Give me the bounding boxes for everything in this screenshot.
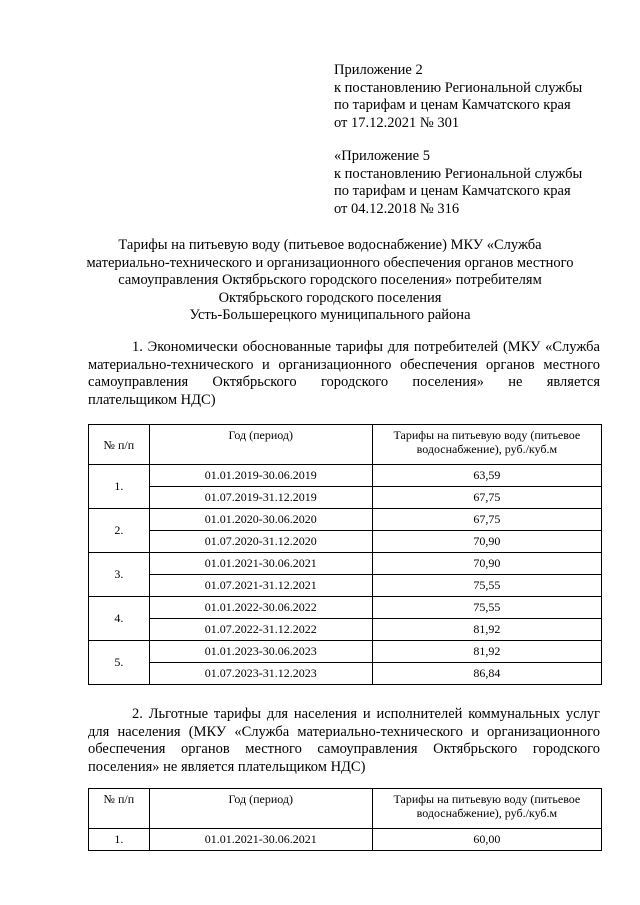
title-line: Тарифы на питьевую воду (питьевое водоснабжение) МКУ «Служба	[118, 237, 542, 253]
paragraph-line: 2. Льготные тарифы для населения и исполнителей коммунальных услуг	[132, 706, 600, 722]
row-tariff: 67,75	[372, 509, 601, 531]
table-row	[89, 553, 602, 575]
appendix-5-block	[334, 148, 624, 218]
row-period: 01.07.2019-31.12.2019	[149, 487, 372, 509]
header-tariff: Тарифы на питьевую воду (питьевое водоснабжение), руб./куб.м	[372, 425, 601, 465]
table-row	[89, 487, 602, 509]
row-tariff: 70,90	[372, 531, 601, 553]
table-header-row	[89, 425, 602, 465]
header-num: № п/п	[89, 789, 150, 829]
table-row	[89, 465, 602, 487]
paragraph-line: самоуправления Октябрьского городского поселения» не является	[88, 374, 600, 390]
paragraph-line: материально-технического и организационного обеспечения органов местного	[88, 356, 600, 373]
appendix-2-block	[334, 62, 624, 132]
appendix-line: от 04.12.2018 № 316	[334, 200, 460, 217]
appendix-line: от 17.12.2021 № 301	[334, 114, 460, 131]
appendix-line: по тарифам и ценам Камчатского края	[334, 97, 571, 113]
header-period: Год (период)	[149, 789, 372, 829]
row-tariff: 63,59	[372, 465, 601, 487]
row-period: 01.01.2020-30.06.2020	[149, 509, 372, 531]
table-row	[89, 575, 602, 597]
row-period: 01.07.2021-31.12.2021	[149, 575, 372, 597]
header-num: № п/п	[89, 425, 150, 465]
header-tariff: Тарифы на питьевую воду (питьевое водоснабжение), руб./куб.м	[372, 789, 601, 829]
row-number: 1.	[89, 465, 150, 509]
row-tariff: 60,00	[372, 829, 601, 851]
row-number: 4.	[89, 597, 150, 641]
table-row	[89, 597, 602, 619]
table-row	[89, 531, 602, 553]
table-row	[89, 619, 602, 641]
row-tariff: 75,55	[372, 597, 601, 619]
row-number: 2.	[89, 509, 150, 553]
paragraph-line: для населения (МКУ «Служба материально-технического и организационного	[88, 723, 600, 740]
title-line: Усть-Большерецкого муниципального района	[189, 307, 471, 323]
paragraph-line: 1. Экономически обоснованные тарифы для потребителей (МКУ «Служба	[132, 339, 600, 355]
header-period: Год (период)	[149, 425, 372, 465]
row-period: 01.01.2021-30.06.2021	[149, 553, 372, 575]
title-line: Октябрьского городского поселения	[218, 289, 442, 306]
document-title	[80, 237, 580, 325]
appendix-line: Приложение 2	[334, 62, 423, 78]
row-period: 01.01.2021-30.06.2021	[149, 829, 372, 851]
paragraph-line: обеспечения органов местного самоуправления Октябрьского городского	[88, 741, 600, 757]
table-row	[89, 509, 602, 531]
paragraph-line: поселения» не является плательщиком НДС)	[88, 758, 366, 775]
appendix-line: к постановлению Региональной службы	[334, 79, 583, 96]
row-tariff: 75,55	[372, 575, 601, 597]
section-2-paragraph	[88, 706, 600, 776]
row-period: 01.07.2023-31.12.2023	[149, 663, 372, 685]
row-period: 01.01.2019-30.06.2019	[149, 465, 372, 487]
row-number: 5.	[89, 641, 150, 685]
row-number: 3.	[89, 553, 150, 597]
row-period: 01.01.2023-30.06.2023	[149, 641, 372, 663]
row-tariff: 86,84	[372, 663, 601, 685]
row-tariff: 81,92	[372, 619, 601, 641]
tariff-table-economic	[88, 424, 602, 685]
table-row	[89, 641, 602, 663]
row-period: 01.07.2022-31.12.2022	[149, 619, 372, 641]
paragraph-line: плательщиком НДС)	[88, 391, 216, 408]
row-tariff: 67,75	[372, 487, 601, 509]
row-number: 1.	[89, 829, 150, 851]
title-line: самоуправления Октябрьского городского поселения» потребителям	[118, 272, 542, 288]
appendix-line: по тарифам и ценам Камчатского края	[334, 183, 571, 199]
row-tariff: 81,92	[372, 641, 601, 663]
table-row	[89, 829, 602, 851]
table-row	[89, 663, 602, 685]
tariff-table-preferential	[88, 788, 602, 851]
appendix-line: к постановлению Региональной службы	[334, 165, 583, 182]
section-1-paragraph	[88, 339, 600, 409]
appendix-line: «Приложение 5	[334, 148, 430, 164]
title-line: материально-технического и организационного обеспечения органов местного	[86, 254, 574, 271]
row-period: 01.07.2020-31.12.2020	[149, 531, 372, 553]
row-period: 01.01.2022-30.06.2022	[149, 597, 372, 619]
row-tariff: 70,90	[372, 553, 601, 575]
table-header-row	[89, 789, 602, 829]
